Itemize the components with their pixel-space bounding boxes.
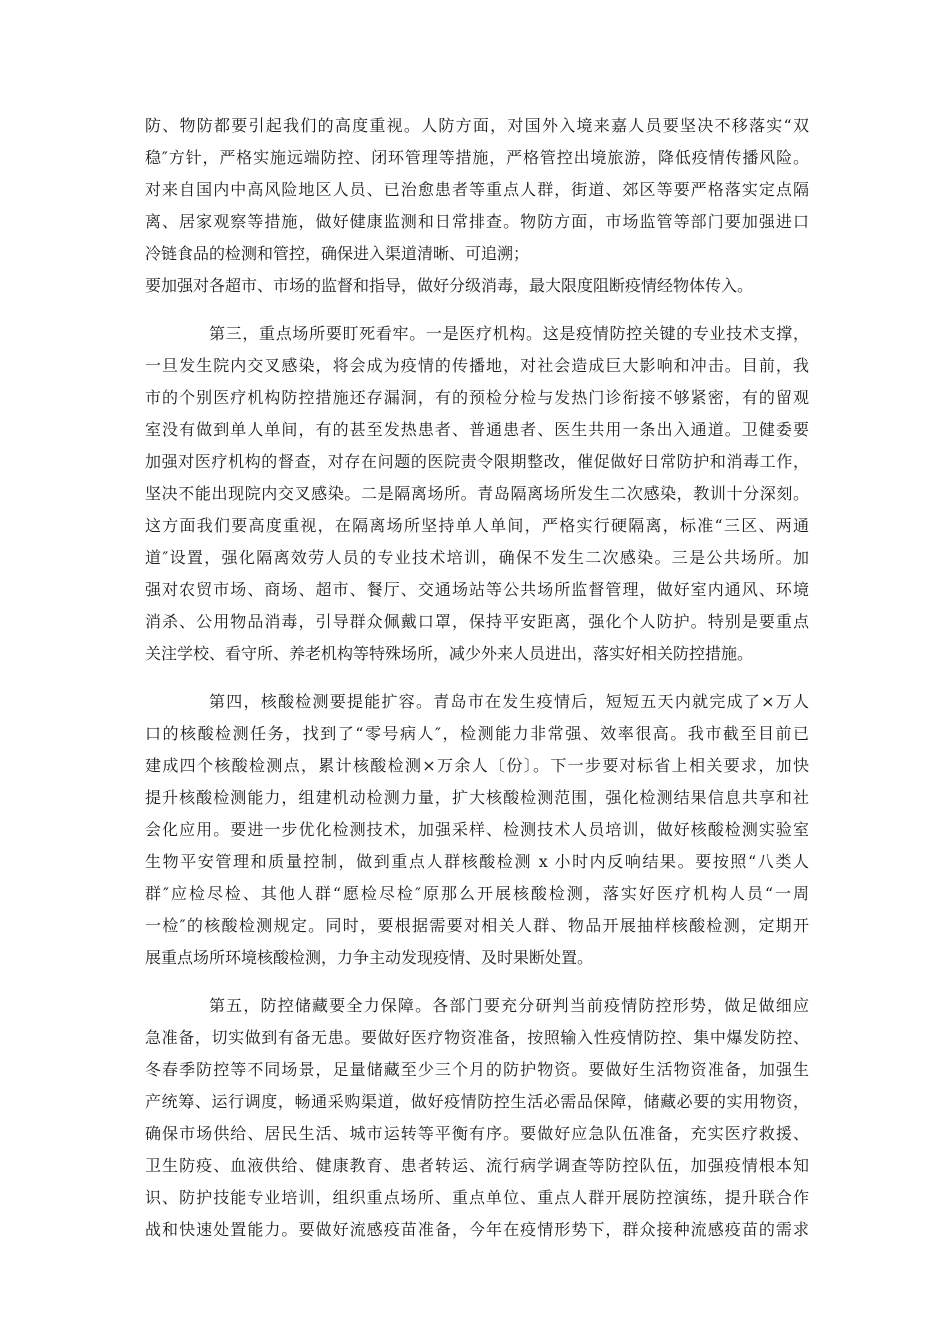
text-line: 冷链食品的检测和管控，确保进入渠道清晰、可追溯； [145,244,530,263]
text-line: 卫生防疫、血液供给、健康教育、患者转运、流行病学调查等防控队伍，加强疫情根本知 [145,1156,809,1175]
text-line: 群″应检尽检、其他人群“愿检尽检″原那么开展核酸检测，落实好医疗机构人员“一周 [145,884,809,903]
text-line: 一检″的核酸检测规定。同时，要根据需要对相关人群、物品开展抽样核酸检测，定期开 [145,916,809,935]
text-line: 提升核酸检测能力，组建机动检测力量，扩大核酸检测范围，强化检测结果信息共享和社 [145,788,809,807]
paragraph-fifth-reserves [145,990,809,1246]
text-line: 产统筹、运行调度，畅通采购渠道，做好疫情防控生活必需品保障，储藏必要的实用物资， [145,1092,809,1111]
text-line: 一旦发生院内交叉感染，将会成为疫情的传播地，对社会造成巨大影响和冲击。目前，我 [145,356,809,375]
text-line: 生物平安管理和质量控制，做到重点人群核酸检测 x 小时内反响结果。要按照“八类人 [145,852,809,871]
text-line: 第四，核酸检测要提能扩容。青岛市在发生疫情后，短短五天内就完成了×万人 [209,692,809,711]
text-line: 市的个别医疗机构防控措施还存漏洞，有的预检分检与发热门诊衔接不够紧密，有的留观 [145,388,809,407]
text-line: 第五，防控储藏要全力保障。各部门要充分研判当前疫情防控形势，做足做细应 [209,996,809,1015]
text-line: 离、居家观察等措施，做好健康监测和日常排查。物防方面，市场监管等部门要加强进口 [145,212,809,231]
text-line: 识、防护技能专业培训，组织重点场所、重点单位、重点人群开展防控演练，提升联合作 [145,1188,809,1207]
text-line: 建成四个核酸检测点，累计核酸检测×万余人〔份〕。下一步要对标省上相关要求，加快 [145,756,809,775]
text-line: 要加强对各超市、市场的监督和指导，做好分级消毒，最大限度阻断疫情经物体传入。 [145,276,754,295]
paragraph-fourth-nucleic-testing [145,686,809,974]
paragraph-third-key-places [145,318,809,670]
text-line: 坚决不能出现院内交叉感染。二是隔离场所。青岛隔离场所发生二次感染，教训十分深刻。 [145,484,809,503]
text-line: 消杀、公用物品消毒，引导群众佩戴口罩，保持平安距离，强化个人防护。特别是要重点 [145,612,809,631]
text-line: 这方面我们要高度重视，在隔离场所坚持单人单间，严格实行硬隔离，标准“三区、两通 [145,516,809,535]
text-line: 展重点场所环境核酸检测，力争主动发现疫情、及时果断处置。 [145,948,594,967]
text-line: 加强对医疗机构的督查，对存在问题的医院责令限期整改，催促做好日常防护和消毒工作， [145,452,809,471]
text-line: 急准备，切实做到有备无患。要做好医疗物资准备，按照输入性疫情防控、集中爆发防控、 [145,1028,809,1047]
text-line: 强对农贸市场、商场、超市、餐厅、交通场站等公共场所监督管理，做好室内通风、环境 [145,580,809,599]
text-line: 口的核酸检测任务，找到了“零号病人″，检测能力非常强、效率很高。我市截至目前已 [145,724,809,743]
text-line: 确保市场供给、居民生活、城市运转等平衡有序。要做好应急队伍准备，充实医疗救援、 [145,1124,809,1143]
text-line: 关注学校、看守所、养老机构等特殊场所，减少外来人员进出，落实好相关防控措施。 [145,644,754,663]
text-line: 对来自国内中高风险地区人员、已治愈患者等重点人群，街道、郊区等要严格落实定点隔 [145,180,809,199]
text-line: 第三，重点场所要盯死看牢。一是医疗机构。这是疫情防控关键的专业技术支撑， [209,324,809,343]
paragraph-physical-defense [145,110,809,302]
text-line: 会化应用。要进一步优化检测技术，加强采样、检测技术人员培训，做好核酸检测实验室 [145,820,809,839]
text-line: 战和快速处置能力。要做好流感疫苗准备，今年在疫情形势下，群众接种流感疫苗的需求 [145,1220,809,1239]
document-body [145,110,809,1262]
text-line: 室没有做到单人单间，有的甚至发热患者、普通患者、医生共用一条出入通道。卫健委要 [145,420,809,439]
text-line: 防、物防都要引起我们的高度重视。人防方面，对国外入境来嘉人员要坚决不移落实“双 [145,116,809,135]
text-line: 道″设置，强化隔离效劳人员的专业技术培训，确保不发生二次感染。三是公共场所。加 [145,548,809,567]
text-line: 稳″方针，严格实施远端防控、闭环管理等措施，严格管控出境旅游，降低疫情传播风险。 [145,148,809,167]
text-line: 冬春季防控等不同场景，足量储藏至少三个月的防护物资。要做好生活物资准备，加强生 [145,1060,809,1079]
